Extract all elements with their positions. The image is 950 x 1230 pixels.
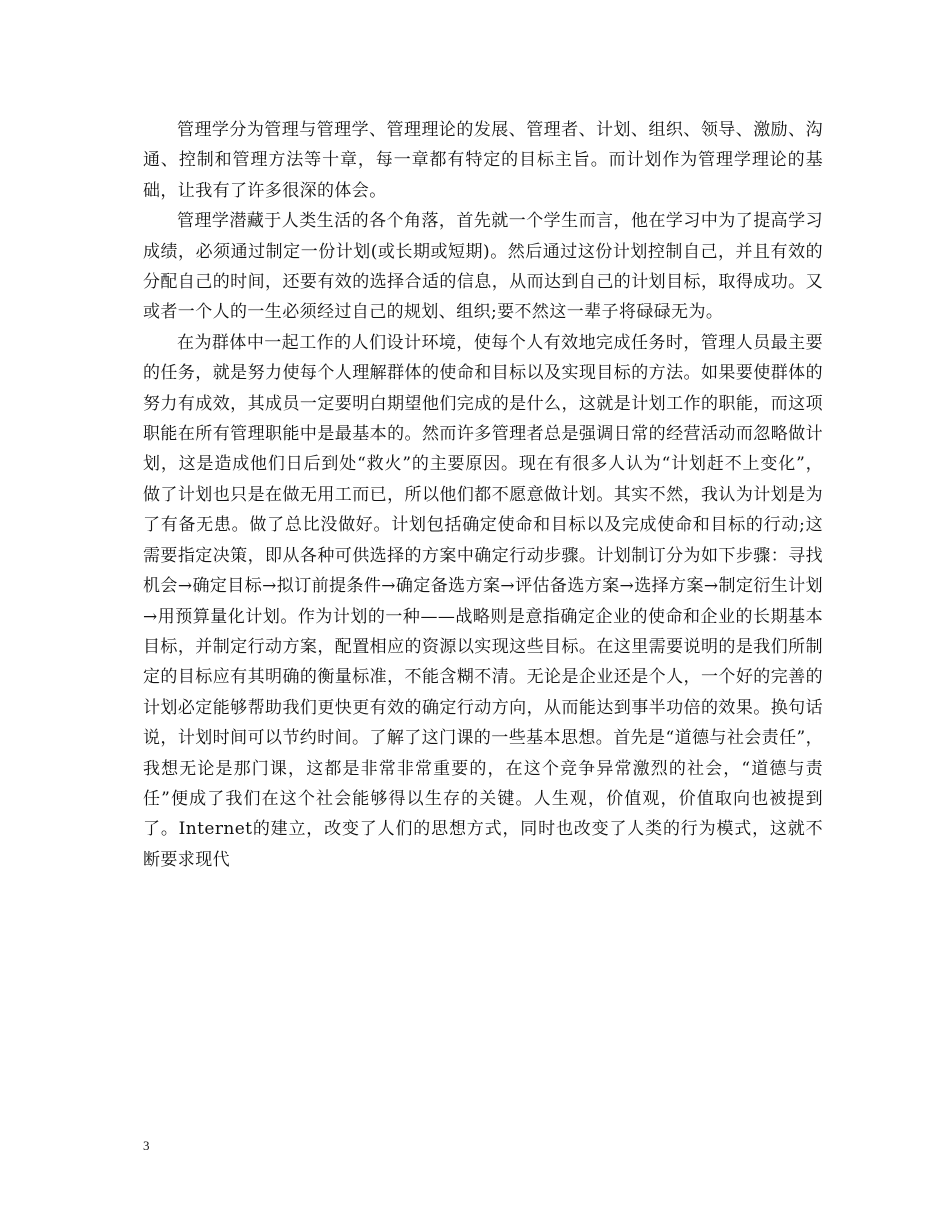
paragraph-3: 在为群体中一起工作的人们设计环境，使每个人有效地完成任务时，管理人员最主要的任务，就是努力使每个人理解群体的使命和目标以及实现目标的方法。如果要使群体的努力有成效，其成员一定要明白期望他们完成的是什么，这就是计划工作的职能，而这项职能在所有管理职能中是最基本的。然而许多管理者总是强调日常的经营活动而忽略做计划，这是造成他们日后到处“救火”的主要原因。现在有很多人认为“计划赶不上变化”，做了计划也只是在做无用工而已，所以他们都不愿意做计划。其实不然，我认为计划是为了有备无患。做了总比没做好。计划包括确定使命和目标以及完成使命和目标的行动;这需要指定决策，即从各种可供选择的方案中确定行动步骤。计划制订分为如下步骤：寻找机会→确定目标→拟订前提条件→确定备选方案→评估备选方案→选择方案→制定衍生计划→用预算量化计划。作为计划的一种——战略则是意指确定企业的使命和企业的长期基本目标，并制定行动方案，配置相应的资源以实现这些目标。在这里需要说明的是我们所制定的目标应有其明确的衡量标准，不能含糊不清。无论是企业还是个人，一个好的完善的计划必定能够帮助我们更快更有效的确定行动方向，从而能达到事半功倍的效果。换句话说，计划时间可以节约时间。了解了这门课的一些基本思想。首先是“道德与社会责任”，我想无论是那门课，这都是非常非常重要的，在这个竞争异常激烈的社会，“道德与责任”便成了我们在这个社会能够得以生存的关键。人生观，价值观，价值取向也被提到了。Internet的建立，改变了人们的思想方式，同时也改变了人类的行为模式，这就不断要求现代 [143,332,823,870]
body-text [143,115,823,875]
paragraph-1: 管理学分为管理与管理学、管理理论的发展、管理者、计划、组织、领导、激励、沟通、控制和管理方法等十章，每一章都有特定的目标主旨。而计划作为管理学理论的基础，让我有了许多很深的体会。 [143,120,823,201]
page-number: 3 [143,1138,150,1153]
paragraph-2: 管理学潜藏于人类生活的各个角落，首先就一个学生而言，他在学习中为了提高学习成绩，必须通过制定一份计划(或长期或短期)。然后通过这份计划控制自己，并且有效的分配自己的时间，还要有效的选择合适的信息，从而达到自己的计划目标，取得成功。又或者一个人的一生必须经过自己的规划、组织;要不然这一辈子将碌碌无为。 [143,211,823,323]
